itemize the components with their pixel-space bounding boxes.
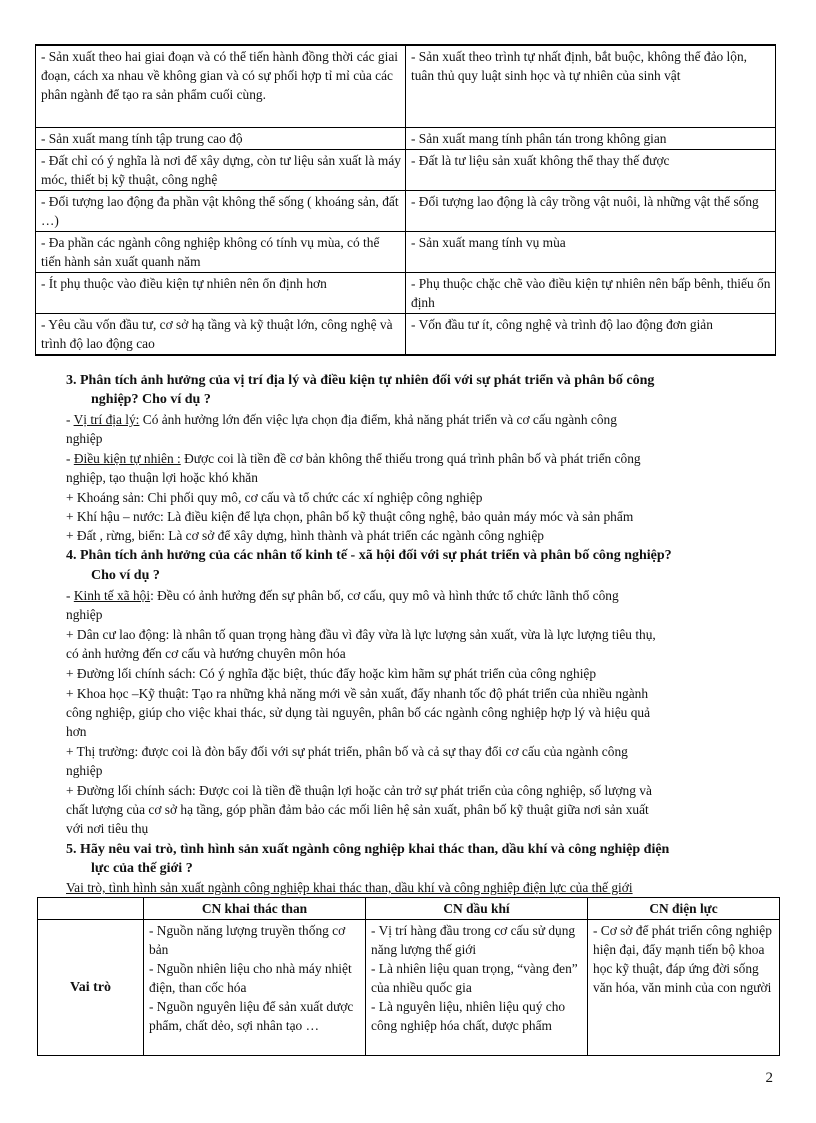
q3-location-text: Có ảnh hưởng lớn đến việc lựa chọn địa điểm, khả năng phát triển và cơ cấu ngành công xyxy=(139,412,617,427)
table-header-power: CN điện lực xyxy=(588,898,780,920)
table-header-coal: CN khai thác than xyxy=(144,898,366,920)
q3-bullet-climate: + Khí hậu – nước: Là điều kiện để lựa chọn, phân bố kỹ thuật công nghệ, bảo quản máy móc và sản phẩm xyxy=(66,509,634,524)
q3-location-cont: nghiệp xyxy=(66,431,103,446)
q4-socioeconomic-cont: nghiệp xyxy=(66,607,103,622)
q3-nature-cont: nghiệp, tạo thuận lợi hoặc khó khăn xyxy=(66,470,258,485)
table-row xyxy=(36,272,776,313)
table-cell: - Vốn đầu tư ít, công nghệ và trình độ lao động đơn giản xyxy=(406,313,776,355)
q3-heading-line2: nghiệp? Cho ví dụ ? xyxy=(91,392,211,407)
q5-table-caption: Vai trò, tình hình sản xuất ngành công nghiệp khai thác than, dầu khí và công nghiệp điện lực của thế giới xyxy=(66,880,633,895)
q3-heading-line1: 3. Phân tích ảnh hưởng của vị trí địa lý và điều kiện tự nhiên đối với sự phát triển và phân bố công xyxy=(66,373,655,388)
table-cell: - Đa phần các ngành công nghiệp không có tính vụ mùa, có thể tiến hành sản xuất quanh năm xyxy=(36,231,406,272)
q4-bullet-population-l2: có ảnh hưởng đến cơ cấu và hướng chuyên môn hóa xyxy=(66,646,346,661)
q3-location-label: Vị trí địa lý: xyxy=(73,412,140,427)
q4-bullet-science-l2: công nghiệp, giúp cho việc khai thác, sử dụng tài nguyên, phân bố các ngành công nghiệp hợp lý và hiệu quả xyxy=(66,705,651,720)
oil-role-cell xyxy=(366,920,588,1056)
row-header-role: Vai trò xyxy=(38,920,144,1056)
industry-agriculture-comparison-table xyxy=(35,44,776,356)
table-cell: - Sản xuất theo trình tự nhất định, bắt buộc, không thể đảo lộn, tuân thủ quy luật sinh học và tự nhiên của sinh vật xyxy=(406,45,776,127)
q4-heading-line2: Cho ví dụ ? xyxy=(91,568,160,583)
coal-role-cell xyxy=(144,920,366,1056)
q4-bullet-infrastructure-l2: chất lượng của cơ sở hạ tầng, góp phần đảm bảo các mối liên hệ sản xuất, phân bố kỹ thuật giữa nơi sản xuất xyxy=(66,802,649,817)
oil-role-item: - Là nhiên liệu quan trọng, “vàng đen” của nhiều quốc gia xyxy=(371,961,578,995)
table-row xyxy=(36,231,776,272)
table-cell: - Ít phụ thuộc vào điều kiện tự nhiên nên ổn định hơn xyxy=(36,272,406,313)
q4-socioeconomic-paragraph: - Kinh tế xã hội: Đều có ảnh hưởng đến sự phân bố, cơ cấu, quy mô và hình thức tổ chức lãnh thổ công xyxy=(66,588,619,603)
q4-heading-line1: 4. Phân tích ảnh hưởng của các nhân tố kinh tế - xã hội đối với sự phát triển và phân bố công nghiệp? xyxy=(66,548,672,563)
q3-bullet-land: + Đất , rừng, biển: Là cơ sở để xây dựng, hình thành và phát triển các ngành công nghiệp xyxy=(66,528,544,543)
power-role-cell xyxy=(588,920,780,1056)
table-cell: - Sản xuất mang tính phân tán trong không gian xyxy=(406,127,776,149)
table-cell: - Đối tượng lao động là cây trồng vật nuôi, là những vật thể sống xyxy=(406,190,776,231)
energy-industry-table xyxy=(37,897,780,1056)
table-row xyxy=(38,920,780,1056)
oil-role-item: - Là nguyên liệu, nhiên liệu quý cho công nghiệp hóa chất, dược phẩm xyxy=(371,999,566,1033)
table-cell: - Đất chỉ có ý nghĩa là nơi để xây dựng, còn tư liệu sản xuất là máy móc, thiết bị kỹ thuật, công nghệ xyxy=(36,149,406,190)
coal-role-item: - Nguồn năng lượng truyền thống cơ bản xyxy=(149,923,346,957)
q5-heading-line1: 5. Hãy nêu vai trò, tình hình sản xuất ngành công nghiệp khai thác than, dầu khí và công nghiệp điện xyxy=(66,842,670,857)
table-cell: - Yêu cầu vốn đầu tư, cơ sở hạ tầng và kỹ thuật lớn, công nghệ và trình độ lao động cao xyxy=(36,313,406,355)
table-row xyxy=(36,45,776,127)
q4-bullet-science-l1: + Khoa học –Kỹ thuật: Tạo ra những khả năng mới về sản xuất, đẩy nhanh tốc độ phát triển của nhiều ngành xyxy=(66,686,649,701)
table-header-oil-gas: CN dầu khí xyxy=(366,898,588,920)
table-row xyxy=(36,127,776,149)
q3-location-paragraph: - Vị trí địa lý: Có ảnh hưởng lớn đến việc lựa chọn địa điểm, khả năng phát triển và cơ cấu ngành công xyxy=(66,412,617,427)
coal-role-item: - Nguồn nguyên liệu để sản xuất dược phẩm, chất dẻo, sợi nhân tạo … xyxy=(149,999,354,1033)
q4-bullet-infrastructure-l1: + Đường lối chính sách: Được coi là tiền đề thuận lợi hoặc cản trở sự phát triển của công nghiệp, số lượng và xyxy=(66,783,652,798)
q4-socioeconomic-label: Kinh tế xã hội xyxy=(73,588,151,603)
q3-nature-label: Điều kiện tự nhiên : xyxy=(73,451,181,466)
table-row xyxy=(36,190,776,231)
table-row xyxy=(36,149,776,190)
table-cell: - Sản xuất mang tính vụ mùa xyxy=(406,231,776,272)
table-row xyxy=(36,313,776,355)
q4-socioeconomic-text: : Đều có ảnh hưởng đến sự phân bố, cơ cấu, quy mô và hình thức tổ chức lãnh thổ công xyxy=(150,588,619,603)
table-cell: - Sản xuất mang tính tập trung cao độ xyxy=(36,127,406,149)
q4-bullet-market-l1: + Thị trường: được coi là đòn bẩy đối với sự phát triển, phân bố và cả sự thay đổi cơ cấu của ngành công xyxy=(66,744,628,759)
q4-bullet-science-l3: hơn xyxy=(66,724,87,739)
table-header-row xyxy=(38,898,780,920)
table-cell: - Sản xuất theo hai giai đoạn và có thể tiến hành đồng thời các giai đoạn, cách xa nhau về không gian và có sự phối hợp tỉ mỉ của các phân ngành để tạo ra sản phẩm cuối cùng. xyxy=(36,45,406,127)
q3-nature-text: Được coi là tiền đề cơ bản không thể thiếu trong quá trình phân bố và phát triển công xyxy=(180,451,641,466)
oil-role-item: - Vị trí hàng đầu trong cơ cấu sử dụng năng lượng thế giới xyxy=(371,923,576,957)
table-cell: - Phụ thuộc chặc chẽ vào điều kiện tự nhiên nên bấp bênh, thiếu ổn định xyxy=(406,272,776,313)
q3-nature-paragraph: - Điều kiện tự nhiên : Được coi là tiền đề cơ bản không thể thiếu trong quá trình phân bố và phát triển công xyxy=(66,451,641,466)
coal-role-item: - Nguồn nhiên liệu cho nhà máy nhiệt điện, than cốc hóa xyxy=(149,961,352,995)
q4-bullet-market-l2: nghiệp xyxy=(66,763,103,778)
q4-bullet-population-l1: + Dân cư lao động: là nhân tố quan trọng hàng đầu vì đây vừa là lực lượng sản xuất, vừa là lực lượng tiêu thụ, xyxy=(66,627,656,642)
q4-bullet-infrastructure-l3: với nơi tiêu thụ xyxy=(66,821,149,836)
table-cell: - Đất là tư liệu sản xuất không thể thay thế được xyxy=(406,149,776,190)
power-role-item: - Cơ sở để phát triển công nghiệp hiện đại, đẩy mạnh tiến bộ khoa học kỹ thuật, đáp ứng đời sống văn hóa, văn minh của con người xyxy=(593,923,772,995)
q3-bullet-minerals: + Khoáng sản: Chi phối quy mô, cơ cấu và tổ chức các xí nghiệp công nghiệp xyxy=(66,490,483,505)
table-header-empty xyxy=(38,898,144,920)
q4-bullet-policy: + Đường lối chính sách: Có ý nghĩa đặc biệt, thúc đẩy hoặc kìm hãm sự phát triển của công nghiệp xyxy=(66,666,597,681)
table-cell: - Đối tượng lao động đa phần vật không thể sống ( khoáng sản, đất …) xyxy=(36,190,406,231)
page-number: 2 xyxy=(765,1070,773,1086)
q5-heading-line2: lực của thế giới ? xyxy=(91,861,193,876)
